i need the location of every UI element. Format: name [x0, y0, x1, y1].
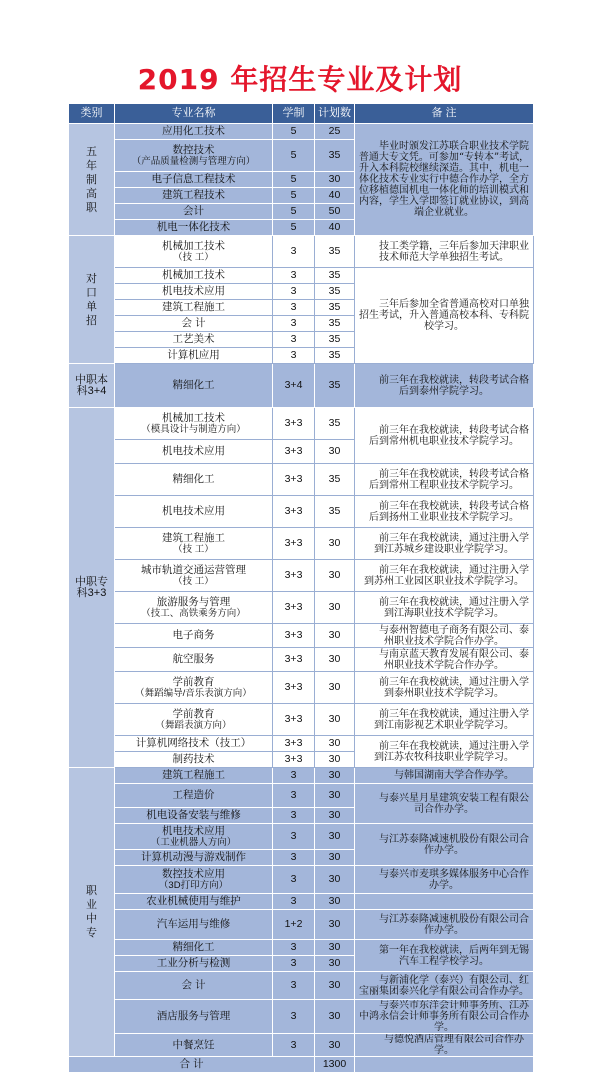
major-cell — [115, 124, 273, 140]
major-name: 城市轨道交通运营管理 — [141, 563, 246, 576]
major-cell — [115, 768, 273, 784]
major-name: 机械加工技术 — [162, 269, 225, 281]
years-cell: 3+3 — [273, 736, 315, 752]
years-cell: 3 — [273, 956, 315, 972]
plan-cell: 30 — [315, 736, 355, 752]
years-cell: 3+3 — [273, 496, 315, 528]
years-cell: 3+3 — [273, 672, 315, 704]
table-row — [69, 866, 534, 894]
plan-cell: 30 — [315, 972, 355, 1000]
note-cell: 前三年在我校就读，转段考试合格后到泰州学院学习。 — [355, 364, 534, 408]
plan-cell: 30 — [315, 592, 355, 624]
table-row — [69, 768, 534, 784]
years-cell: 3 — [273, 784, 315, 808]
table-row — [69, 408, 534, 440]
note-cell: 毕业时颁发江苏联合职业技术学院普通大专文凭。可参加“专转本”考试，升入本科院校继续深造。其中，机电一体化技术专业实行中德合作办学，全方位移植德国机电一体化师的培训模式和内容，学生入学即签订就业协议，到高端企业就业。 — [355, 124, 534, 236]
years-cell: 5 — [273, 220, 315, 236]
table-row — [69, 464, 534, 496]
note-cell: 第一年在我校就读，后两年到无锡汽车工程学校学习。 — [355, 940, 534, 972]
years-cell: 3 — [273, 850, 315, 866]
major-cell — [115, 440, 273, 464]
major-cell — [115, 1000, 273, 1034]
note-cell: 前三年在我校就读，通过注册入学到苏州工业园区职业技术学院学习。 — [355, 560, 534, 592]
years-cell: 3+3 — [273, 752, 315, 768]
years-cell: 3 — [273, 236, 315, 268]
plan-cell: 30 — [315, 956, 355, 972]
note-cell: 与江苏泰隆减速机股份有限公司合作办学。 — [355, 824, 534, 866]
table-row — [69, 124, 534, 140]
table-row — [69, 624, 534, 648]
major-name: 工业分析与检测 — [156, 957, 231, 969]
years-cell: 3 — [273, 972, 315, 1000]
major-name: 学前教育 — [172, 707, 215, 720]
major-cell — [115, 736, 273, 752]
major-cell — [115, 910, 273, 940]
major-cell — [115, 528, 273, 560]
major-name: 中餐烹饪 — [172, 1038, 215, 1051]
major-cell — [115, 824, 273, 850]
note-cell: 与泰兴星月星建筑安装工程有限公司合作办学。 — [355, 784, 534, 824]
plan-cell: 30 — [315, 1000, 355, 1034]
note-cell: 前三年在我校就读，通过注册入学到泰州职业技术学院学习。 — [355, 672, 534, 704]
major-name: 电子信息工程技术 — [151, 173, 236, 185]
years-cell: 3 — [273, 284, 315, 300]
major-name: 精细化工 — [172, 941, 215, 953]
major-cell — [115, 172, 273, 188]
major-cell — [115, 704, 273, 736]
major-name: 酒店服务与管理 — [156, 1010, 231, 1022]
major-cell — [115, 300, 273, 316]
years-cell: 3+4 — [273, 364, 315, 408]
plan-cell: 30 — [315, 850, 355, 866]
years-cell: 3+3 — [273, 464, 315, 496]
major-name: 精细化工 — [172, 473, 215, 485]
plan-cell: 30 — [315, 808, 355, 824]
major-name: 会计 — [183, 205, 204, 217]
years-cell: 3 — [273, 332, 315, 348]
plan-cell: 35 — [315, 300, 355, 316]
table-row — [69, 648, 534, 672]
note-cell: 与泰兴市东洋会计师事务所、江苏中鸿永信会计师事务所有限公司合作办学。 — [355, 1000, 534, 1034]
major-name: 工艺美术 — [172, 333, 215, 345]
table-row — [69, 236, 534, 268]
major-cell — [115, 624, 273, 648]
years-cell: 3 — [273, 300, 315, 316]
major-name: 建筑工程施工 — [162, 769, 225, 781]
major-name: 机电一体化技术 — [156, 221, 231, 233]
table-row — [69, 972, 534, 1000]
note-cell: 技工类学籍，三年后参加天津职业技术师范大学单独招生考试。 — [355, 236, 534, 268]
major-name: 计算机动漫与游戏制作 — [141, 851, 246, 863]
major-cell — [115, 808, 273, 824]
major-direction: （产品质量检测与管理方向） — [131, 155, 256, 167]
total-row — [69, 1057, 534, 1073]
major-cell — [115, 496, 273, 528]
plan-cell: 30 — [315, 910, 355, 940]
major-direction: （技工、高铁乘务方向） — [141, 607, 246, 619]
years-cell: 3 — [273, 808, 315, 824]
plan-cell: 35 — [315, 268, 355, 284]
major-direction: （技 工） — [173, 251, 214, 263]
table-row — [69, 672, 534, 704]
years-cell: 5 — [273, 204, 315, 220]
years-cell: 3+3 — [273, 560, 315, 592]
table-row — [69, 592, 534, 624]
major-name: 应用化工技术 — [162, 125, 225, 137]
note-cell: 与新浦化学（泰兴）有限公司、红宝丽集团泰兴化学有限公司合作办学。 — [355, 972, 534, 1000]
years-cell: 3 — [273, 866, 315, 894]
major-name: 机械加工技术 — [162, 411, 225, 424]
plan-cell: 30 — [315, 172, 355, 188]
plan-cell: 35 — [315, 332, 355, 348]
plan-cell: 30 — [315, 768, 355, 784]
note-cell — [355, 894, 534, 910]
table-row — [69, 1000, 534, 1034]
major-name: 建筑工程施工 — [162, 301, 225, 313]
note-cell: 与泰兴市麦琪多媒体服务中心合作办学。 — [355, 866, 534, 894]
table-header-row — [69, 104, 534, 124]
major-direction: （工业机器人方向） — [150, 836, 237, 848]
major-name: 会 计 — [181, 317, 206, 329]
table-row — [69, 894, 534, 910]
category-cell — [69, 236, 115, 364]
total-label: 合 计 — [69, 1057, 315, 1073]
note-cell: 前三年在我校就读，通过注册入学到江海职业技术学院学习。 — [355, 592, 534, 624]
years-cell: 5 — [273, 140, 315, 172]
note-cell: 前三年在我校就读，转段考试合格后到扬州工业职业技术学院学习。 — [355, 496, 534, 528]
major-name: 工程造价 — [172, 789, 215, 801]
major-direction: （技 工） — [173, 543, 214, 555]
note-cell: 与泰州智德电子商务有限公司、泰州职业技术学院合作办学。 — [355, 624, 534, 648]
table-row — [69, 496, 534, 528]
major-name: 机电技术应用 — [162, 505, 225, 517]
plan-cell: 25 — [315, 124, 355, 140]
major-cell — [115, 752, 273, 768]
plan-cell: 30 — [315, 704, 355, 736]
plan-cell: 30 — [315, 824, 355, 850]
plan-cell: 30 — [315, 1034, 355, 1057]
major-cell — [115, 220, 273, 236]
major-name: 机电技术应用 — [162, 445, 225, 457]
category-label: 中职专科3+3 — [75, 575, 108, 599]
major-cell — [115, 464, 273, 496]
major-name: 精细化工 — [172, 379, 215, 391]
major-cell — [115, 348, 273, 364]
note-cell: 前三年在我校就读，转段考试合格后到常州工程职业技术学院学习。 — [355, 464, 534, 496]
total-value: 1300 — [315, 1057, 355, 1073]
years-cell: 3+3 — [273, 408, 315, 440]
years-cell: 3 — [273, 894, 315, 910]
years-cell: 3+3 — [273, 528, 315, 560]
years-cell: 3 — [273, 348, 315, 364]
table-row — [69, 910, 534, 940]
years-cell: 3+3 — [273, 648, 315, 672]
years-cell: 5 — [273, 172, 315, 188]
note-cell: 三年后参加全省普通高校对口单独招生考试，升入普通高校本科、专科院校学习。 — [355, 268, 534, 364]
enrollment-plan-table — [68, 103, 534, 1073]
major-cell — [115, 204, 273, 220]
years-cell: 3 — [273, 824, 315, 850]
total-blank — [355, 1057, 534, 1073]
plan-cell: 30 — [315, 784, 355, 808]
note-cell: 前三年在我校就读，通过注册入学到江南影视艺术职业学院学习。 — [355, 704, 534, 736]
years-cell: 3+3 — [273, 440, 315, 464]
major-name: 制药技术 — [172, 753, 215, 765]
plan-cell: 35 — [315, 464, 355, 496]
plan-cell: 35 — [315, 236, 355, 268]
plan-cell: 30 — [315, 940, 355, 956]
note-cell: 与南京蓝天教育发展有限公司、泰州职业技术学院合作办学。 — [355, 648, 534, 672]
note-cell: 前三年在我校就读，通过注册入学到江苏农牧科技职业学院学习。 — [355, 736, 534, 768]
major-name: 农业机械使用与维护 — [146, 895, 241, 907]
table-row — [69, 528, 534, 560]
years-cell: 3+3 — [273, 624, 315, 648]
major-direction: （3D打印方向） — [158, 879, 229, 891]
table-row — [69, 364, 534, 408]
header-plan: 计划数 — [315, 104, 355, 124]
major-cell — [115, 940, 273, 956]
major-direction: （舞蹈编导/音乐表演方向） — [135, 687, 252, 699]
header-years: 学制 — [273, 104, 315, 124]
major-cell — [115, 236, 273, 268]
years-cell: 5 — [273, 124, 315, 140]
plan-cell: 30 — [315, 752, 355, 768]
major-cell — [115, 332, 273, 348]
note-cell: 与韩国湖南大学合作办学。 — [355, 768, 534, 784]
major-name: 会 计 — [181, 979, 206, 991]
major-direction: （舞蹈表演方向） — [155, 719, 232, 731]
major-cell — [115, 672, 273, 704]
category-label: 五年制高职 — [86, 145, 97, 214]
plan-cell: 30 — [315, 624, 355, 648]
header-major: 专业名称 — [115, 104, 273, 124]
major-cell — [115, 284, 273, 300]
major-name: 计算机网络技术（技工） — [135, 737, 252, 749]
years-cell: 3 — [273, 268, 315, 284]
major-name: 航空服务 — [172, 653, 215, 665]
major-cell — [115, 316, 273, 332]
plan-cell: 30 — [315, 528, 355, 560]
major-cell — [115, 408, 273, 440]
table-row — [69, 268, 534, 284]
major-name: 建筑工程技术 — [162, 189, 225, 201]
category-cell — [69, 364, 115, 408]
plan-cell: 30 — [315, 894, 355, 910]
years-cell: 5 — [273, 188, 315, 204]
plan-cell: 35 — [315, 496, 355, 528]
years-cell: 3 — [273, 768, 315, 784]
major-cell — [115, 784, 273, 808]
category-cell — [69, 124, 115, 236]
major-name: 学前教育 — [172, 675, 215, 688]
plan-cell: 35 — [315, 408, 355, 440]
page-title: 2019 年招生专业及计划 — [137, 63, 463, 96]
major-cell — [115, 140, 273, 172]
plan-cell: 35 — [315, 140, 355, 172]
note-cell: 前三年在我校就读，转段考试合格后到常州机电职业技术学院学习。 — [355, 408, 534, 464]
category-label: 对口单招 — [86, 272, 97, 327]
years-cell: 3 — [273, 940, 315, 956]
major-cell — [115, 850, 273, 866]
note-cell: 前三年在我校就读，通过注册入学到江苏城乡建设职业学院学习。 — [355, 528, 534, 560]
table-row — [69, 1034, 534, 1057]
major-name: 机械加工技术 — [162, 239, 225, 252]
major-name: 机电技术应用 — [162, 285, 225, 297]
major-cell — [115, 648, 273, 672]
plan-cell: 30 — [315, 866, 355, 894]
category-label: 中职本科3+4 — [75, 373, 108, 397]
note-cell: 与江苏泰隆减速机股份有限公司合作办学。 — [355, 910, 534, 940]
category-label: 职业中专 — [86, 885, 97, 939]
major-name: 机电技术应用 — [162, 824, 225, 837]
table-row — [69, 784, 534, 808]
major-name: 汽车运用与维修 — [156, 918, 231, 930]
plan-cell: 40 — [315, 220, 355, 236]
header-note: 备 注 — [355, 104, 534, 124]
major-cell — [115, 364, 273, 408]
major-name: 计算机应用 — [167, 349, 220, 361]
major-cell — [115, 894, 273, 910]
table-row — [69, 704, 534, 736]
note-cell: 与德悦酒店管理有限公司合作办学。 — [355, 1034, 534, 1057]
major-direction: （技 工） — [173, 575, 214, 587]
major-name: 建筑工程施工 — [162, 531, 225, 544]
major-cell — [115, 866, 273, 894]
years-cell: 3 — [273, 1034, 315, 1057]
years-cell: 3 — [273, 1000, 315, 1034]
plan-cell: 30 — [315, 440, 355, 464]
major-name: 电子商务 — [172, 629, 215, 641]
major-direction: （模具设计与制造方向） — [141, 423, 246, 435]
header-category: 类别 — [69, 104, 115, 124]
table-row — [69, 736, 534, 752]
major-cell — [115, 268, 273, 284]
major-name: 机电设备安装与维修 — [146, 809, 241, 821]
plan-cell: 30 — [315, 648, 355, 672]
major-cell — [115, 592, 273, 624]
table-row — [69, 940, 534, 956]
major-cell — [115, 1034, 273, 1057]
major-cell — [115, 560, 273, 592]
table-row — [69, 560, 534, 592]
plan-cell: 50 — [315, 204, 355, 220]
major-cell — [115, 188, 273, 204]
plan-cell: 35 — [315, 316, 355, 332]
years-cell: 1+2 — [273, 910, 315, 940]
category-cell — [69, 408, 115, 768]
plan-cell: 35 — [315, 284, 355, 300]
major-name: 数控技术应用 — [162, 867, 225, 880]
category-cell — [69, 768, 115, 1057]
years-cell: 3+3 — [273, 592, 315, 624]
major-name: 数控技术 — [172, 143, 215, 156]
plan-cell: 30 — [315, 560, 355, 592]
plan-cell: 35 — [315, 364, 355, 408]
major-cell — [115, 956, 273, 972]
major-cell — [115, 972, 273, 1000]
years-cell: 3+3 — [273, 704, 315, 736]
years-cell: 3 — [273, 316, 315, 332]
plan-cell: 35 — [315, 348, 355, 364]
table-row — [69, 824, 534, 850]
plan-cell: 40 — [315, 188, 355, 204]
major-name: 旅游服务与管理 — [156, 595, 231, 608]
plan-cell: 30 — [315, 672, 355, 704]
